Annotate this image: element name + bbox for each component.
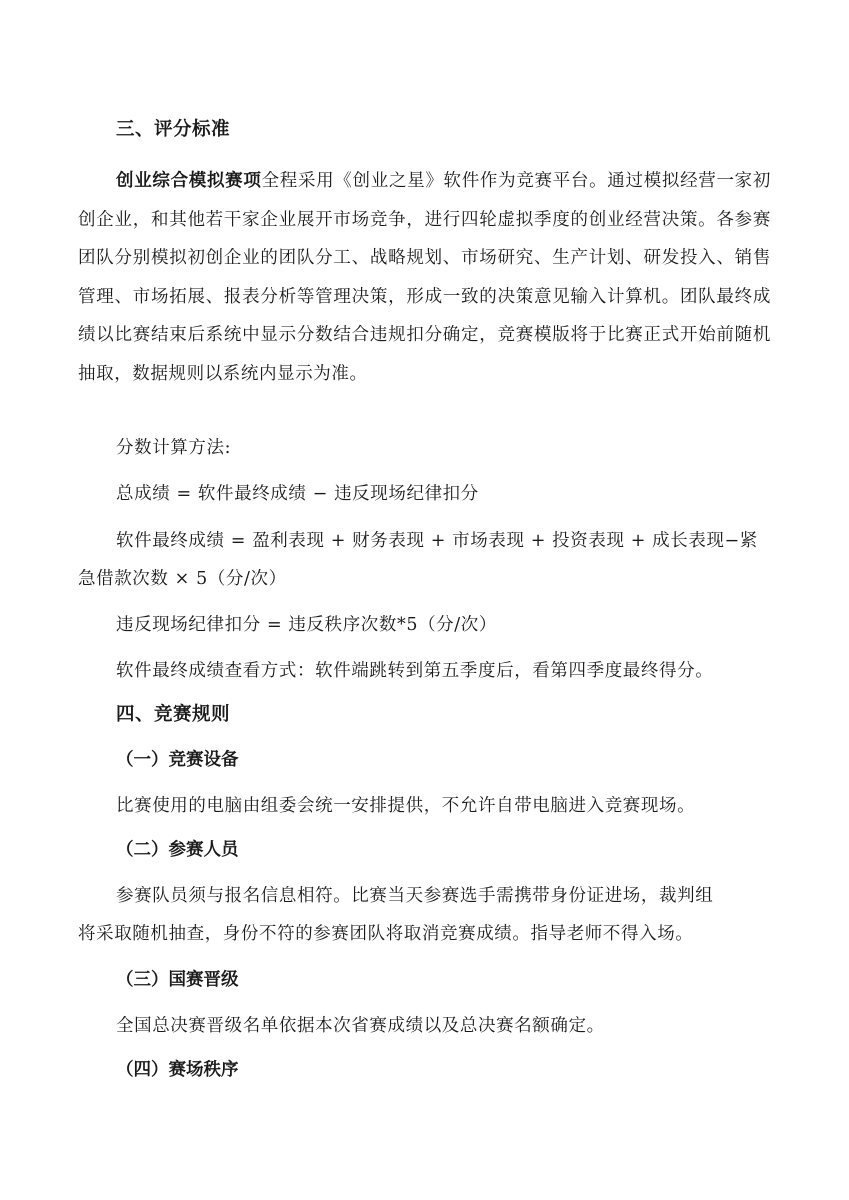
subsection-promotion-text: 全国总决赛晋级名单依据本次省赛成绩以及总决赛名额确定。 [116,1016,605,1036]
formula-total-score: 总成绩 = 软件最终成绩 − 违反现场纪律扣分 [116,484,479,504]
subsection-equipment-text: 比赛使用的电脑由组委会统一安排提供，不允许自带电脑进入竞赛现场。 [116,796,696,816]
subsection-participants-heading: （二）参赛人员 [116,840,239,860]
section-4-heading: 四、竞赛规则 [116,704,231,725]
score-view-method: 软件最终成绩查看方式：软件端跳转到第五季度后，看第四季度最终得分。 [116,661,714,681]
subsection-equipment-heading: （一）竞赛设备 [116,750,239,770]
intro-lead-text: 创业综合模拟赛项 [116,171,262,191]
formula-penalty: 违反现场纪律扣分 = 违反秩序次数*5（分/次） [116,615,497,635]
formula-software-score-line2: 急借款次数 × 5（分/次） [78,569,287,589]
score-method-label: 分数计算方法: [116,438,232,458]
subsection-promotion-heading: （三）国赛晋级 [116,970,239,990]
subsection-participants-text-line1: 参赛队员须与报名信息相符。比赛当天参赛选手需携带身份证进场，裁判组 [116,886,714,906]
subsection-participants-text-line2: 将采取随机抽查，身份不符的参赛团队将取消竞赛成绩。指导老师不得入场。 [78,924,694,944]
section-3-intro-paragraph [78,162,771,393]
formula-software-score-line1: 软件最终成绩 = 盈利表现 + 财务表现 + 市场表现 + 投资表现 + 成长表现−紧 [116,531,758,551]
subsection-order-heading: （四）赛场秩序 [116,1060,239,1080]
intro-rest-text: 全程采用《创业之星》软件作为竞赛平台。通过模拟经营一家初创企业，和其他若干家企业展开市场竞争，进行四轮虚拟季度的创业经营决策。各参赛团队分别模拟初创企业的团队分工、战略规划、市场研究、生产计划、研发投入、销售管理、市场拓展、报表分析等管理决策，形成一致的决策意见输入计算机。团队最终成绩以比赛结束后系统中显示分数结合违规扣分确定，竞赛模版将于比赛正式开始前随机抽取，数据规则以系统内显示为准。 [78,171,771,384]
section-3-heading: 三、评分标准 [116,119,231,140]
